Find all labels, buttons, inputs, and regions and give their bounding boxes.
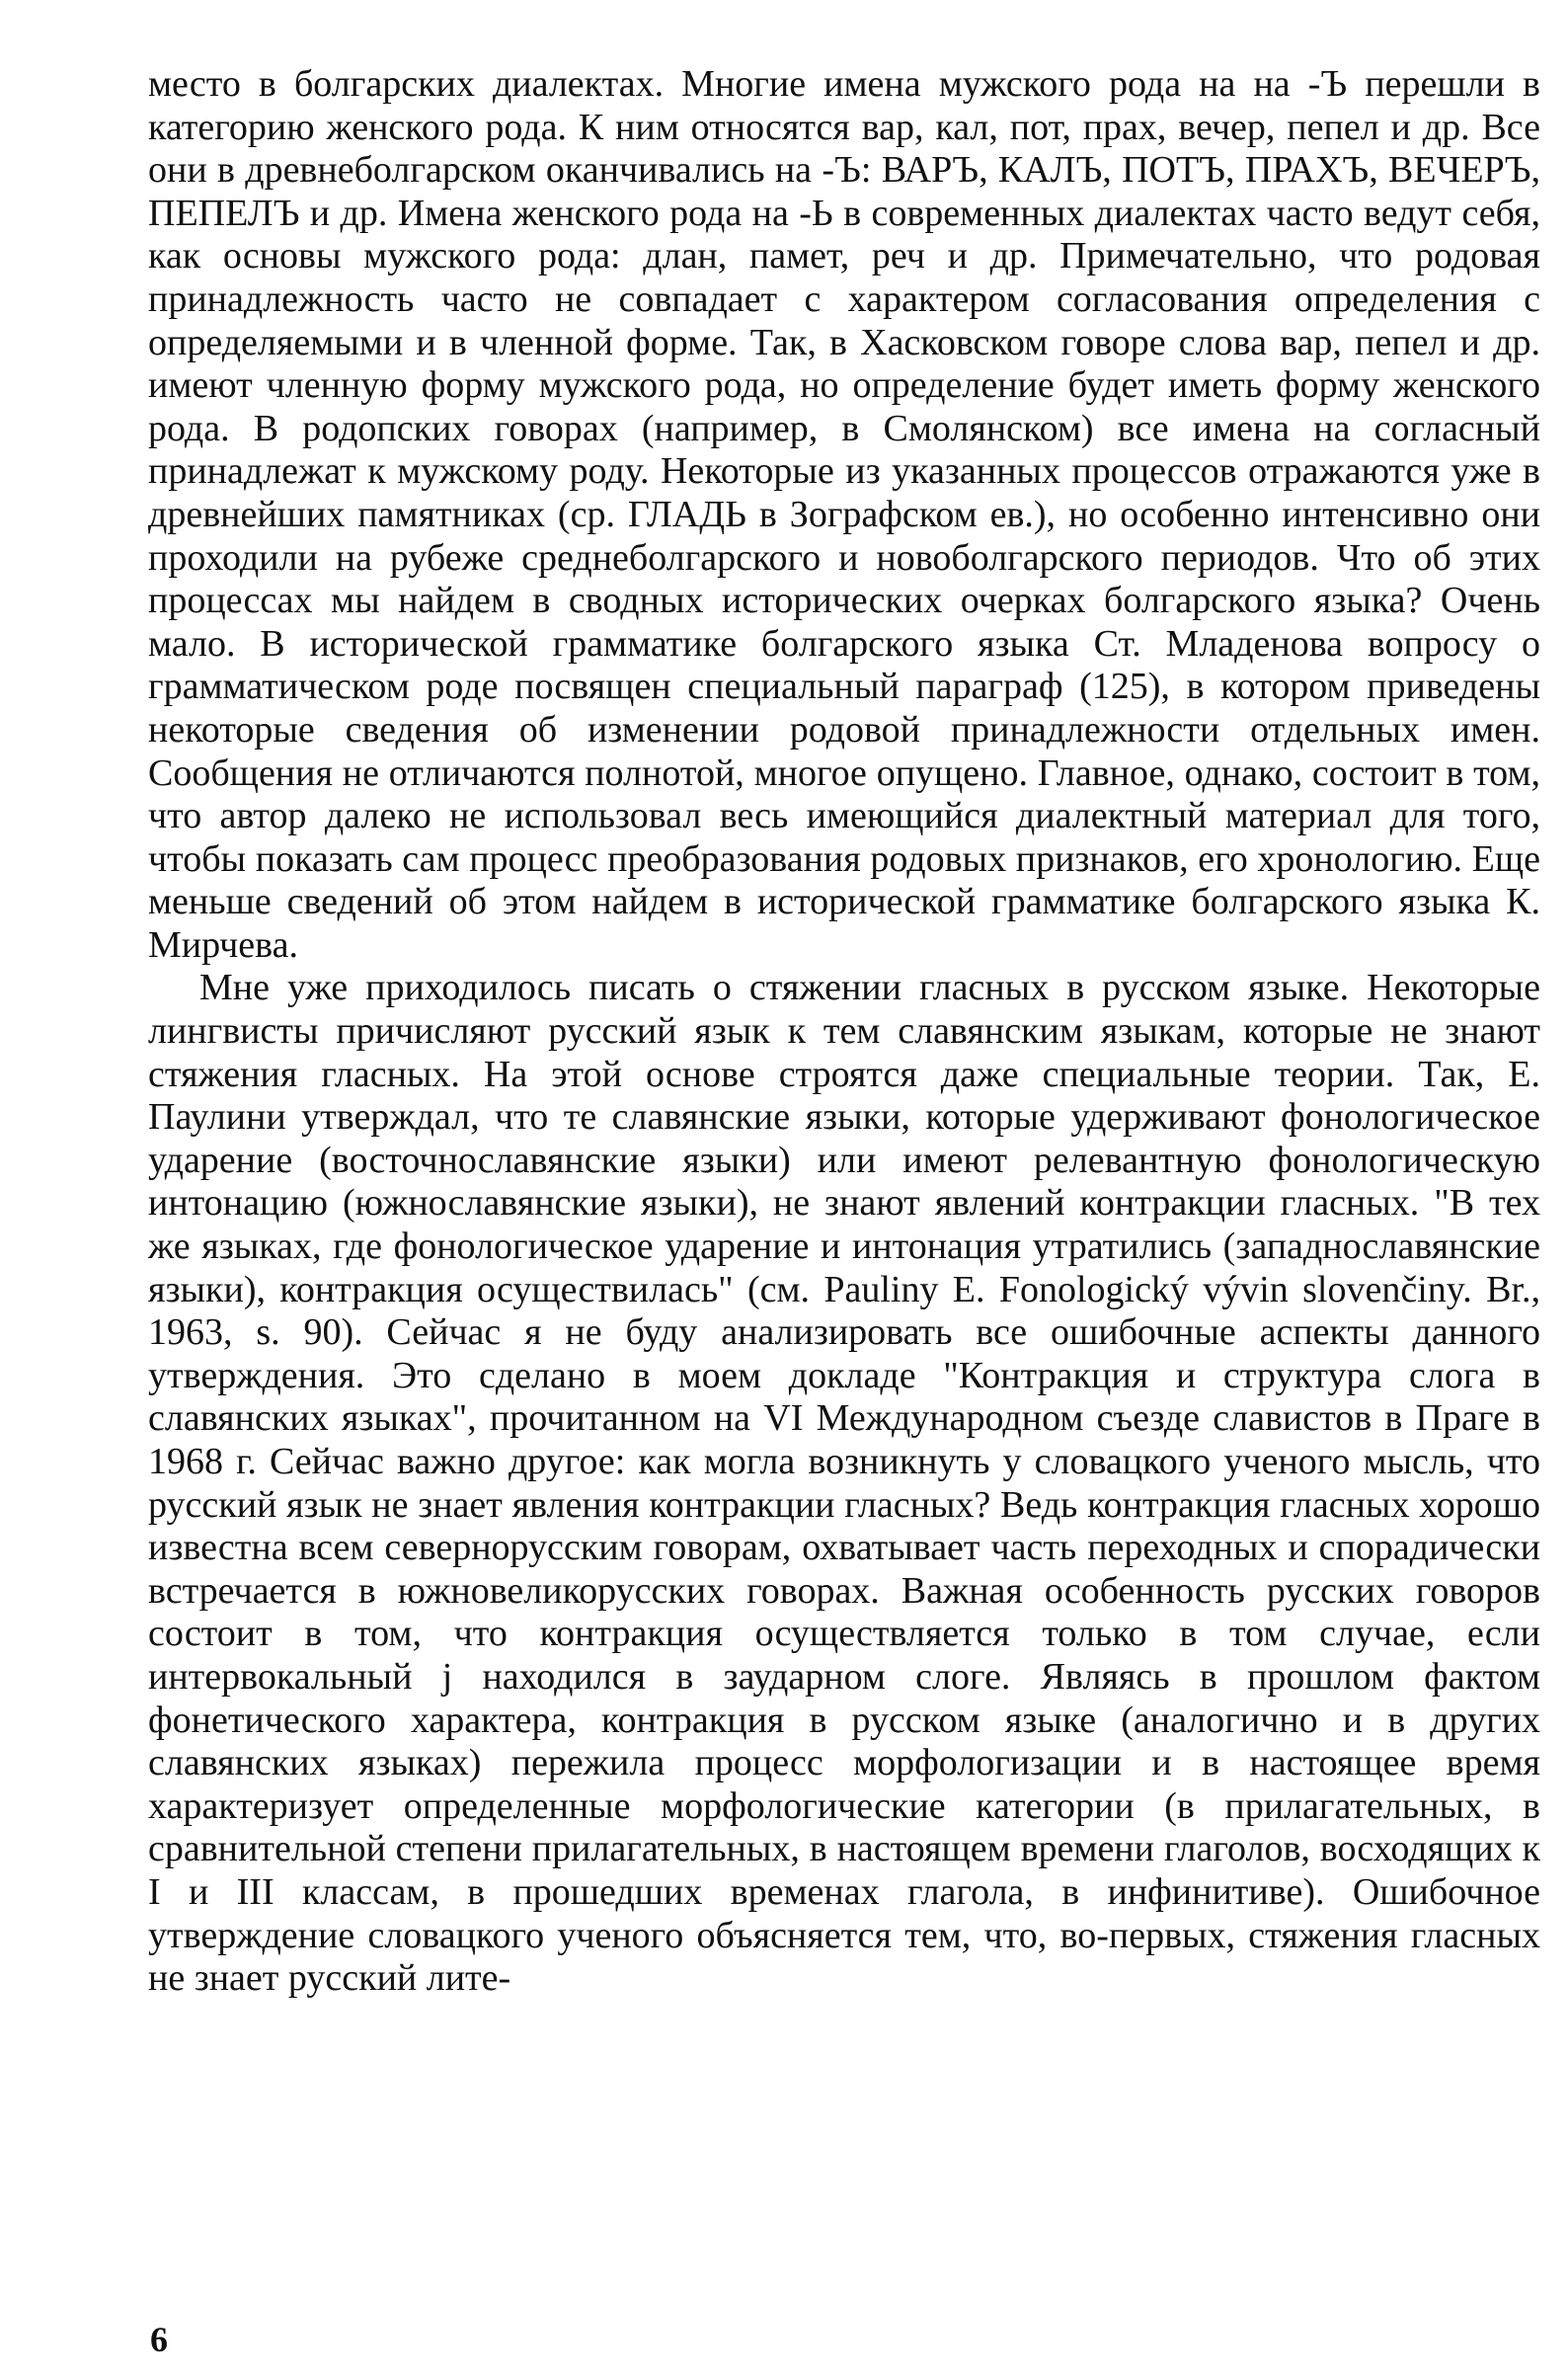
- body-text: [148, 63, 1540, 2001]
- page-number: 6: [150, 2320, 168, 2359]
- paragraph-1: место в болгарских диалектах. Многие имена мужского рода на на -Ъ перешли в категорию женского рода. К ним относятся вар, кал, пот, прах, вечер, пепел и др. Все они в древнеболгарском оканчивались на -Ъ: ВАРЪ, КАЛЪ, ПОТЪ, ПРАХЪ, ВЕЧЕРЪ, ПЕПЕЛЪ и др. Имена женского рода на -Ь в современных диалектах часто ведут себя, как основы мужского рода: длан, памет, реч и др. Примечательно, что родовая принадлежность часто не совпадает с характером согласования определения с определяемыми и в членной форме. Так, в Хасковском говоре слова вар, пепел и др. имеют членную форму мужского рода, но определение будет иметь форму женского рода. В родопских говорах (например, в Смолянском) все имена на согласный принадлежат к мужскому роду. Некоторые из указанных процессов отражаются уже в древнейших памятниках (ср. ГЛАДЬ в Зографском ев.), но особенно интенсивно они проходили на рубеже среднеболгарского и новоболгарского периодов. Что об этих процессах мы найдем в сводных исторических очерках болгарского языка? Очень мало. В исторической грамматике болгарского языка Ст. Младенова вопросу о грамматическом роде посвящен специальный параграф (125), в котором приведены некоторые сведения об изменении родовой принадлежности отдельных имен. Сообщения не отличаются полнотой, многое опущено. Главное, однако, состоит в том, что автор далеко не использовал весь имеющийся диалектный материал для того, чтобы показать сам процесс преобразования родовых признаков, его хронологию. Еще меньше сведений об этом найдем в исторической грамматике болгарского языка К. Мирчева.: [148, 63, 1540, 966]
- paragraph-2: Мне уже приходилось писать о стяжении гласных в русском языке. Некоторые лингвисты причисляют русский язык к тем славянским языкам, которые не знают стяжения гласных. На этой основе строятся даже специальные теории. Так, Е. Паулини утверждал, что те славянские языки, которые удерживают фонологическое ударение (восточнославянские языки) или имеют релевантную фонологическую интонацию (южнославянские языки), не знают явлений контракции гласных. "В тех же языках, где фонологическое ударение и интонация утратились (западнославянские языки), контракция осуществилась" (см. Pauliny E. Fonologický vývin slovenčiny. Br., 1963, s. 90). Сейчас я не буду анализировать все ошибочные аспекты данного утверждения. Это сделано в моем докладе "Контракция и структура слога в славянских языках", прочитанном на VI Международном съезде славистов в Праге в 1968 г. Сейчас важно другое: как могла возникнуть у словацкого ученого мысль, что русский язык не знает явления контракции гласных? Ведь контракция гласных хорошо известна всем севернорусским говорам, охватывает часть переходных и спорадически встречается в южновеликорусских говорах. Важная особенность русских говоров состоит в том, что контракция осуществляется только в том случае, если интервокальный j находился в заударном слоге. Являясь в прошлом фактом фонетического характера, контракция в русском языке (аналогично и в других славянских языках) пережила процесс морфологизации и в настоящее время характеризует определенные морфологические категории (в прилагательных, в сравнительной степени прилагательных, в настоящем времени глаголов, восходящих к I и III классам, в прошедших временах глагола, в инфинитиве). Ошибочное утверждение словацкого ученого объясняется тем, что, во-первых, стяжения гласных не знает русский лите-: [148, 967, 1540, 2000]
